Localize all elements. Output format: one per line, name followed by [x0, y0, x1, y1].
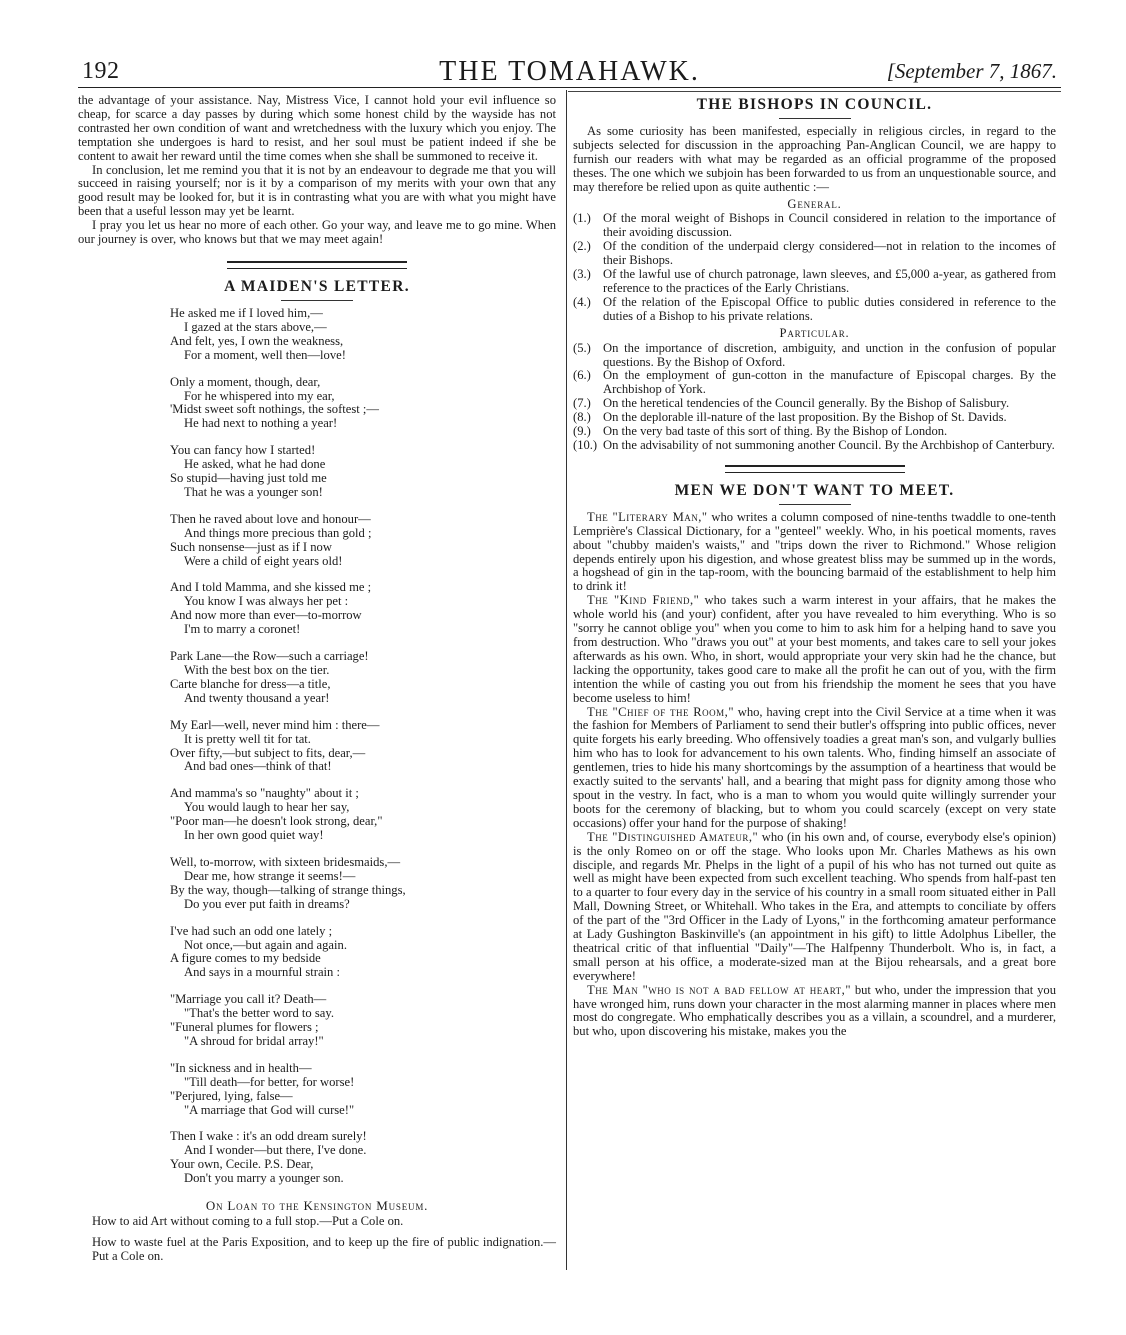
men-paragraph	[573, 706, 1056, 831]
poem-line: He asked, what he had done	[184, 457, 326, 472]
list-item-number: (9.)	[573, 424, 591, 439]
poem-line: In her own good quiet way!	[184, 828, 324, 843]
men-paragraph	[573, 594, 1056, 705]
list-item-number: (7.)	[573, 396, 591, 411]
poem-line: And bad ones—think of that!	[184, 759, 332, 774]
poem-line: It is pretty well tit for tat.	[184, 731, 311, 746]
poem-stanza	[170, 1062, 556, 1118]
men-paragraph-text: but who, under the impression that you have wronged him, runs down your character in the most alarming manner in places where men most do congregate. Who emphatically describes you as a villain, a scoundrel, and a murderer, but who, upon discovering his mistake, makes you the	[573, 982, 1056, 1039]
loan-paragraph: How to waste fuel at the Paris Exposition, and to keep up the fire of public indignation.—Put a Cole on.	[92, 1234, 556, 1263]
men-paragraph	[573, 511, 1056, 594]
men-paragraph	[573, 831, 1056, 984]
masthead-rule-secondary	[568, 91, 1061, 92]
poem-line: 'Midst sweet soft nothings, the softest ;—	[170, 402, 380, 417]
poem-stanza	[170, 650, 556, 706]
poem-line: "A marriage that God will curse!"	[184, 1102, 355, 1117]
poem-line: Then I wake : it's an odd dream surely!	[170, 1129, 367, 1144]
list-item-number: (5.)	[573, 340, 591, 355]
list-item-text: Of the lawful use of church patronage, lawn sleeves, and £5,000 a-year, as gathered from reference to the practices of the Early Christians.	[603, 267, 1056, 295]
poem-line: Your own, Cecile. P.S. Dear,	[170, 1157, 314, 1172]
poem-line: "That's the better word to say.	[184, 1006, 334, 1021]
poem-stanza	[170, 376, 556, 432]
poem-line: "In sickness and in health—	[170, 1060, 312, 1075]
men-paragraph-text: who, having crept into the Civil Service at a time when it was the fashion for Members of Parliament to send their butler's offspring into public offices, never quite forgets his early breeding. Who offensively toadies a great man's son, and vulgarly bullies him who has to look for advancement to his own talents. Who, finding himself an associate of gentlemen, tries to hide his many shortcomings by the assumption of a heartiness that would be exactly suited to the servants' hall, and a bearing that might pass for dignity among those who spout in the vestry. In fact, who is a man to whom you would quite willingly surrender your boots for the ceremony of blacking, but to whom you could scarcely (except on very state occasions) offer your hand for the purpose of shaking!	[573, 704, 1056, 830]
poem-line: I've had such an odd one lately ;	[170, 923, 333, 938]
issue-date: [September 7, 1867.	[886, 59, 1057, 83]
poem-line: For a moment, well then—love!	[184, 347, 346, 362]
men-paragraph-lead: The "Distinguished Amateur,"	[587, 829, 759, 844]
poem-line: Were a child of eight years old!	[184, 553, 343, 568]
poem-line: "Funeral plumes for flowers ;	[170, 1020, 319, 1035]
poem-stanza	[170, 925, 556, 981]
poem-line: He had next to nothing a year!	[184, 416, 338, 431]
poem-stanza	[170, 787, 556, 843]
men-paragraph-lead: The "Kind Friend,"	[587, 593, 700, 608]
list-item-text: On the employment of gun-cotton in the manufacture of Episcopal charges. By the Archbishop of York.	[603, 368, 1056, 397]
poem-line: A figure comes to my bedside	[170, 951, 321, 966]
title-rule	[779, 118, 851, 119]
poem-stanza	[170, 993, 556, 1049]
general-label: General.	[787, 196, 842, 211]
list-item-text: On the heretical tendencies of the Council generally. By the Bishop of Salisbury.	[603, 396, 1010, 411]
poem-title: A MAIDEN'S LETTER.	[224, 277, 410, 295]
general-list	[573, 212, 1056, 323]
loan-title: On Loan to the Kensington Museum.	[205, 1198, 429, 1214]
poem-line: I'm to marry a coronet!	[184, 622, 301, 637]
poem-line: For he whispered into my ear,	[184, 388, 335, 403]
list-item	[573, 342, 1056, 370]
list-item	[573, 268, 1056, 296]
men-paragraph-lead: The Man "who is not a bad fellow at heart,"	[587, 982, 851, 997]
list-item	[573, 439, 1056, 453]
poem	[170, 307, 556, 1186]
poem-line: And says in a mournful strain :	[184, 965, 341, 980]
men-section	[573, 511, 1056, 1039]
intro-paragraph: the advantage of your assistance. Nay, Mistress Vice, I cannot hold your evil influence so cheap, for scarce a day passes by during which some honest child by the wayside has not contrasted her own condition of want and wretchedness with the luxury which you enjoy. The temptation she undergoes is hard to resist, and her soul must be patient indeed if she be content to await her reward until the time comes when she shall be summoned to receive it.	[78, 93, 556, 163]
list-item-text: On the importance of discretion, ambiguity, and unction in the confusion of popular questions. By the Bishop of Oxford.	[603, 340, 1056, 369]
intro-paragraph: In conclusion, let me remind you that it is not by an endeavour to degrade me that you will succeed in raising yourself; nor is it by a comparison of my merits with your own that any good result may be looked for, but it is in contrasting what you are with what you might have been that a useful lesson may yet be learnt.	[78, 162, 556, 219]
poem-line: I gazed at the stars above,—	[184, 319, 327, 334]
masthead	[78, 56, 1061, 86]
section-separator	[227, 261, 407, 269]
title-rule	[779, 504, 851, 505]
list-item-number: (2.)	[573, 239, 591, 254]
list-item-text: Of the relation of the Episcopal Office to public duties considered in reference to the duties of a Bishop to his private relations.	[603, 294, 1056, 323]
list-item-text: Of the condition of the underpaid clergy considered—not in relation to the incomes of their Bishops.	[603, 239, 1056, 268]
list-item-text: On the advisability of not summoning another Council. By the Archbishop of Canterbury.	[603, 437, 1055, 452]
poem-line: Then he raved about love and honour—	[170, 511, 371, 526]
poem-line: And twenty thousand a year!	[184, 690, 330, 705]
particular-label: Particular.	[779, 325, 850, 340]
poem-line: Such nonsense—just as if I now	[170, 539, 332, 554]
intro-section	[78, 94, 556, 247]
poem-stanza	[170, 581, 556, 637]
poem-line: And things more precious than gold ;	[184, 525, 372, 540]
men-paragraph-lead: The "Chief of the Room,"	[587, 704, 734, 719]
list-item	[573, 296, 1056, 324]
poem-line: And now more than ever—to-morrow	[170, 608, 362, 623]
poem-line: By the way, though—talking of strange things,	[170, 882, 406, 897]
poem-stanza	[170, 1130, 556, 1186]
poem-line: And felt, yes, I own the weakness,	[170, 333, 344, 348]
publication-title: THE TOMAHAWK.	[439, 56, 700, 87]
men-paragraph-text: who (in his own and, of course, everybody else's opinion) is the only Romeo on or off the stage. Who looks upon Mr. Charles Mathews as his own disciple, and regards Mr. Phelps in the light of a pupil of his who has not turned out quite as well as might have been expected from such excellent teaching. Who spends from half-past ten to a quarter to four every day in the service of his country in a small room situated either in Pall Mall, Downing Street, or Whitehall. Who takes in the Era, and attempts to conciliate by offers of the part of the "3rd Officer in the Lady of Lyons," in the forthcoming amateur performance at Lady Gushington Baskinville's (an appointment in his gift) to little Adolphus Libeller, the theatrical critic of that influential "Daily"—The Halfpenny Thunderbolt. Who is, in fact, a small person at his office, a moderate-sized man at the Bijou rehearsals, and a great bore everywhere!	[573, 829, 1056, 983]
list-item	[573, 212, 1056, 240]
loan-section	[78, 1199, 556, 1264]
poem-line: Not once,—but again and again.	[184, 937, 347, 952]
list-item-number: (4.)	[573, 294, 591, 309]
poem-line: Only a moment, though, dear,	[170, 374, 321, 389]
poem-line: Carte blanche for dress—a title,	[170, 676, 331, 691]
list-item-number: (10.)	[573, 437, 598, 452]
list-item-number: (3.)	[573, 267, 591, 282]
poem-stanza	[170, 307, 556, 363]
poem-line: You know I was always her pet :	[184, 594, 349, 609]
poem-stanza	[170, 444, 556, 500]
intro-paragraph: I pray you let us hear no more of each other. Go your way, and leave me to go mine. When our journey is over, who knows but that we may meet again!	[78, 218, 556, 247]
poem-line: With the best box on the tier.	[184, 663, 330, 677]
poem-line: "Poor man—he doesn't look strong, dear,"	[170, 814, 383, 829]
men-paragraph-text: who writes a column composed of nine-tenths twaddle to one-tenth Lemprière's Classical Dictionary, for a "genteel" weekly. Who, in his poetical moments, raves about "chubby maiden's waists," and "trips down the river to Richmond." Whose religion depends entirely upon his digestion, and whose greatest bliss may be summed up in the words, a hogshead of gin in the tap-room, with the bouncing barmaid of the establishment to help him to drink it!	[573, 509, 1056, 594]
poem-line: "Till death—for better, for worse!	[184, 1074, 355, 1089]
men-paragraph-text: who takes such a warm interest in your affairs, that he makes the whole world his (and your) confident, after you have revealed to him everything. Who is so "sorry he cannot oblige you" when you come to him to ask him for a helping hand to save you from destruction. Who "draws you out" at your best moments, and takes care to sell your jokes afterwards as his own. Who, in short, would appropriate your very skin had he the chance, but lacking the opportunity, takes good care to make all the profit he can out of you, with the firm intention the while of casting you out from his friendship the moment he sees that you have become useless to him!	[573, 593, 1056, 705]
poem-line: "Marriage you call it? Death—	[170, 992, 327, 1007]
masthead-rule	[78, 87, 1061, 88]
poem-line: You can fancy how I started!	[170, 443, 316, 458]
right-column	[573, 96, 1056, 1039]
poem-line: Dear me, how strange it seems!—	[184, 868, 356, 883]
list-item	[573, 240, 1056, 268]
list-item-number: (1.)	[573, 211, 591, 226]
men-title: MEN WE DON'T WANT TO MEET.	[674, 481, 955, 499]
poem-line: That he was a younger son!	[184, 484, 323, 499]
poem-line: Don't you marry a younger son.	[184, 1171, 344, 1186]
list-item-text: Of the moral weight of Bishops in Council considered in relation to the importance of their avoiding discussion.	[603, 211, 1056, 240]
poem-line: And I wonder—but there, I've done.	[184, 1143, 367, 1158]
list-item-text: On the very bad taste of this sort of thing. By the Bishop of London.	[603, 424, 948, 439]
list-item	[573, 369, 1056, 397]
poem-line: My Earl—well, never mind him : there—	[170, 717, 380, 732]
men-paragraph-lead: The "Literary Man,"	[587, 509, 708, 524]
column-divider	[566, 90, 567, 1270]
list-item	[573, 425, 1056, 439]
poem-line: "Perjured, lying, false—	[170, 1088, 293, 1103]
section-separator	[725, 465, 905, 473]
poem-line: He asked me if I loved him,—	[170, 305, 323, 320]
bishops-intro: As some curiosity has been manifested, especially in religious circles, in regard to the subjects selected for discussion in the approaching Pan-Anglican Council, we are happy to furnish our readers with what may be regarded as an official programme of the proposed theses. The one which we subjoin has been forwarded to us from an unquestionable source, and may therefore be relied upon as quite authentic :—	[573, 124, 1056, 194]
poem-stanza	[170, 856, 556, 912]
list-item	[573, 397, 1056, 411]
poem-stanza	[170, 513, 556, 569]
list-item-number: (8.)	[573, 410, 591, 425]
poem-line: So stupid—having just told me	[170, 471, 327, 486]
men-paragraph	[573, 984, 1056, 1040]
list-item	[573, 411, 1056, 425]
left-column	[78, 94, 556, 1264]
poem-line: Do you ever put faith in dreams?	[184, 896, 350, 911]
poem-line: "A shroud for bridal array!"	[184, 1033, 324, 1048]
poem-line: And I told Mamma, and she kissed me ;	[170, 580, 372, 595]
loan-paragraph: How to aid Art without coming to a full stop.—Put a Cole on.	[92, 1214, 404, 1228]
particular-list	[573, 342, 1056, 453]
poem-line: Park Lane—the Row—such a carriage!	[170, 649, 369, 664]
poem-line: And mamma's so "naughty" about it ;	[170, 786, 359, 801]
list-item-number: (6.)	[573, 368, 591, 383]
page-number: 192	[82, 58, 120, 84]
poem-line: Over fifty,—but subject to fits, dear,—	[170, 745, 366, 760]
list-item-text: On the deplorable ill-nature of the last proposition. By the Bishop of St. Davids.	[603, 410, 1007, 425]
poem-line: You would laugh to hear her say,	[184, 800, 350, 815]
poem-line: Well, to-morrow, with sixteen bridesmaids,—	[170, 854, 401, 869]
title-rule	[281, 300, 353, 301]
poem-stanza	[170, 719, 556, 775]
bishops-title: THE BISHOPS IN COUNCIL.	[696, 96, 933, 113]
